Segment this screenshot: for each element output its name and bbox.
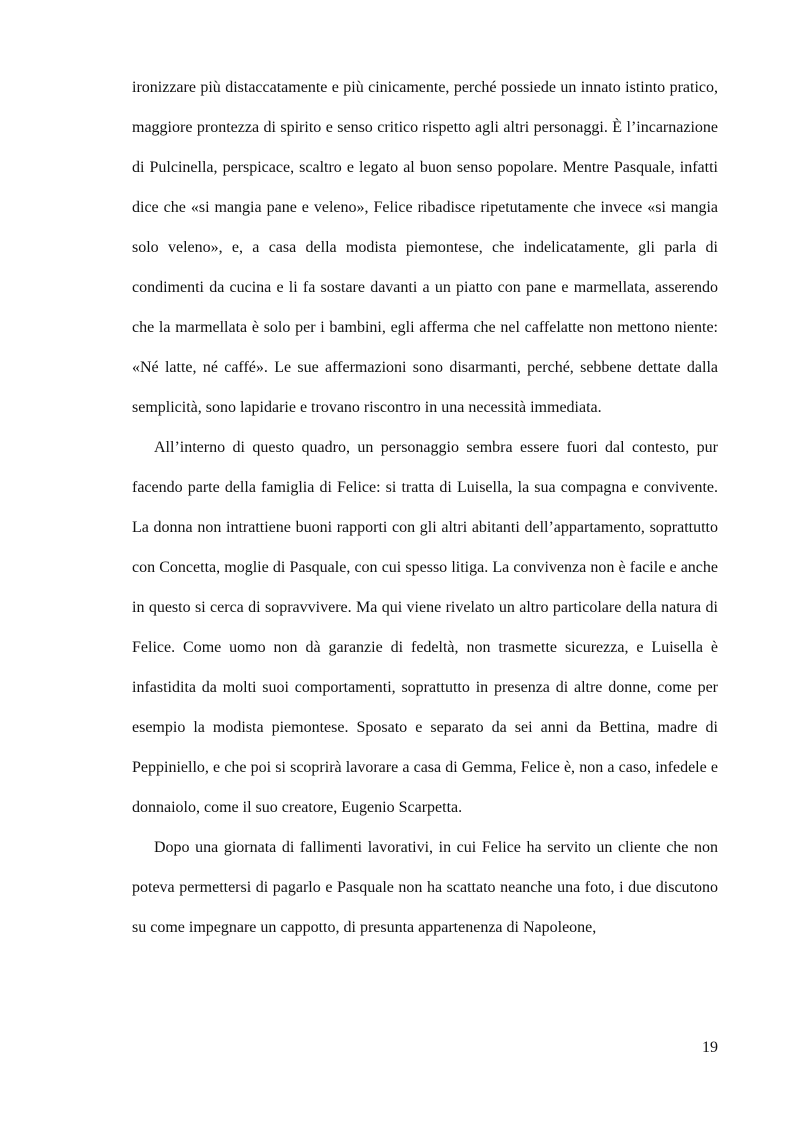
paragraph-2: All’interno di questo quadro, un personaggio sembra essere fuori dal contesto, pur facendo parte della famiglia di Felice: si tratta di Luisella, la sua compagna e convivente. La donna non intrattiene buoni rapporti con gli altri abitanti dell’appartamento, soprattutto con Concetta, moglie di Pasquale, con cui spesso litiga. La convivenza non è facile e anche in questo si cerca di sopravvivere. Ma qui viene rivelato un altro particolare della natura di Felice. Come uomo non dà garanzie di fedeltà, non trasmette sicurezza, e Luisella è infastidita da molti suoi comportamenti, soprattutto in presenza di altre donne, come per esempio la modista piemontese. Sposato e separato da sei anni da Bettina, madre di Peppiniello, e che poi si scoprirà lavorare a casa di Gemma, Felice è, non a caso, infedele e donnaiolo, come il suo creatore, Eugenio Scarpetta. [132, 439, 718, 816]
paragraph-1: ironizzare più distaccatamente e più cinicamente, perché possiede un innato istinto pratico, maggiore prontezza di spirito e senso critico rispetto agli altri personaggi. È l’incarnazione di Pulcinella, perspicace, scaltro e legato al buon senso popolare. Mentre Pasquale, infatti dice che «si mangia pane e veleno», Felice ribadisce ripetutamente che invece «si mangia solo veleno», e, a casa della modista piemontese, che indelicatamente, gli parla di condimenti da cucina e li fa sostare davanti a un piatto con pane e marmellata, asserendo che la marmellata è solo per i bambini, egli afferma che nel caffelatte non mettono niente: «Né latte, né caffé». Le sue affermazioni sono disarmanti, perché, sebbene dettate dalla semplicità, sono lapidarie e trovano riscontro in una necessità immediata. [132, 79, 718, 416]
page-number: 19 [702, 1039, 718, 1056]
paragraph-3: Dopo una giornata di fallimenti lavorativi, in cui Felice ha servito un cliente che non poteva permettersi di pagarlo e Pasquale non ha scattato neanche una foto, i due discutono su come impegnare un cappotto, di presunta appartenenza di Napoleone, [132, 839, 718, 936]
page-body [132, 68, 718, 948]
